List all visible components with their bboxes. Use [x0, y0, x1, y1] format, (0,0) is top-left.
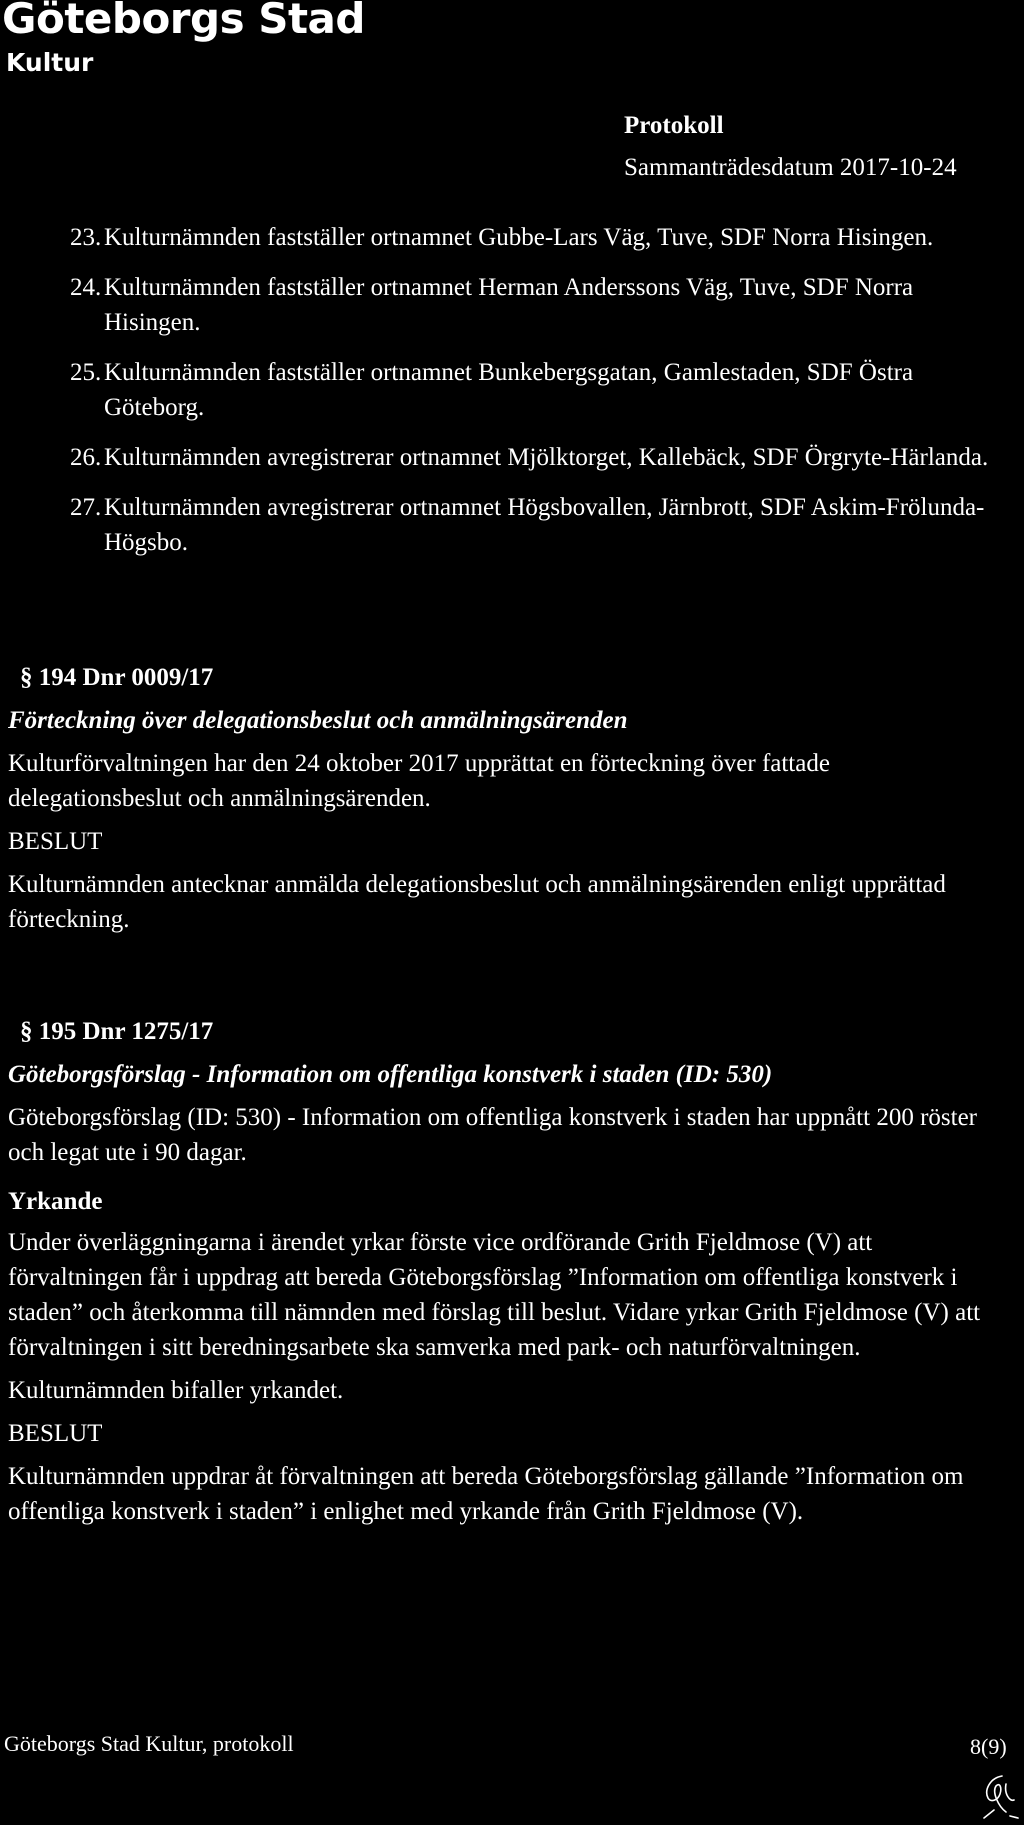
item-text: Kulturnämnden avregistrerar ortnamnet Mjölktorget, Kallebäck, SDF Örgryte-Härlanda. [104, 444, 989, 471]
yrkande-text: Under överläggningarna i ärendet yrkar förste vice ordförande Grith Fjeldmose (V) att förvaltningen får i uppdrag att bereda Göteborgsförslag ”Information om offentliga konstverk i staden” och återkomma till nämnden med förslag till beslut. Vidare yrkar Grith Fjeldmose (V) att förvaltningen i sitt beredningsarbete ska samverka med park- och naturförvaltningen. [8, 1229, 981, 1361]
beslut-text: Kulturnämnden uppdrar åt förvaltningen att bereda Göteborgsförslag gällande ”Information om offentliga konstverk i staden” i enlighet med yrkande från Grith Fjeldmose (V). [8, 1463, 964, 1525]
list-item [0, 490, 1024, 560]
section-194 [8, 660, 1008, 945]
item-number: 24. [70, 274, 102, 301]
section-intro: Göteborgsförslag (ID: 530) - Information om offentliga konstverk i staden har uppnått 200 röster och legat ute i 90 dagar. [8, 1104, 977, 1166]
section-title: Förteckning över delegationsbeslut och anmälningsärenden [8, 707, 628, 734]
yrkande-label: Yrkande [8, 1188, 103, 1215]
footer-document-name: Göteborgs Stad Kultur, protokoll [4, 1731, 294, 1756]
item-number: 27. [70, 494, 102, 521]
decision-list [0, 220, 1024, 575]
item-number: 25. [70, 359, 102, 386]
document-type: Protokoll [624, 112, 724, 139]
list-item [0, 270, 1024, 340]
list-item [0, 355, 1024, 425]
item-text: Kulturnämnden fastställer ortnamnet Herman Anderssons Väg, Tuve, SDF Norra Hisingen. [104, 274, 914, 336]
signature-initials [976, 1772, 1022, 1822]
beslut-label: BESLUT [8, 828, 103, 855]
bifall-text: Kulturnämnden bifaller yrkandet. [8, 1377, 344, 1404]
item-number: 23. [70, 224, 102, 251]
item-text: Kulturnämnden fastställer ortnamnet Bunkebergsgatan, Gamlestaden, SDF Östra Göteborg. [104, 359, 914, 421]
item-text: Kulturnämnden avregistrerar ortnamnet Högsbovallen, Järnbrott, SDF Askim-Frölunda-Högsbo. [104, 494, 985, 556]
section-195 [8, 1014, 1008, 1537]
org-subtitle: Kultur [6, 48, 94, 77]
item-text: Kulturnämnden fastställer ortnamnet Gubbe-Lars Väg, Tuve, SDF Norra Hisingen. [104, 224, 934, 251]
item-number: 26. [70, 444, 102, 471]
beslut-label: BESLUT [8, 1420, 103, 1447]
section-intro: Kulturförvaltningen har den 24 oktober 2017 upprättat en förteckning över fattade delegationsbeslut och anmälningsärenden. [8, 750, 830, 812]
org-name: Göteborgs Stad [2, 0, 365, 43]
section-title: Göteborgsförslag - Information om offentliga konstverk i staden (ID: 530) [8, 1061, 773, 1088]
beslut-text: Kulturnämnden antecknar anmälda delegationsbeslut och anmälningsärenden enligt upprättad förteckning. [8, 871, 946, 933]
list-item [0, 440, 1024, 475]
meeting-date: Sammanträdesdatum 2017-10-24 [624, 154, 957, 181]
section-heading: § 194 Dnr 0009/17 [20, 664, 214, 691]
list-item [0, 220, 1024, 255]
section-heading: § 195 Dnr 1275/17 [20, 1018, 214, 1045]
page-number: 8(9) [970, 1734, 1007, 1759]
